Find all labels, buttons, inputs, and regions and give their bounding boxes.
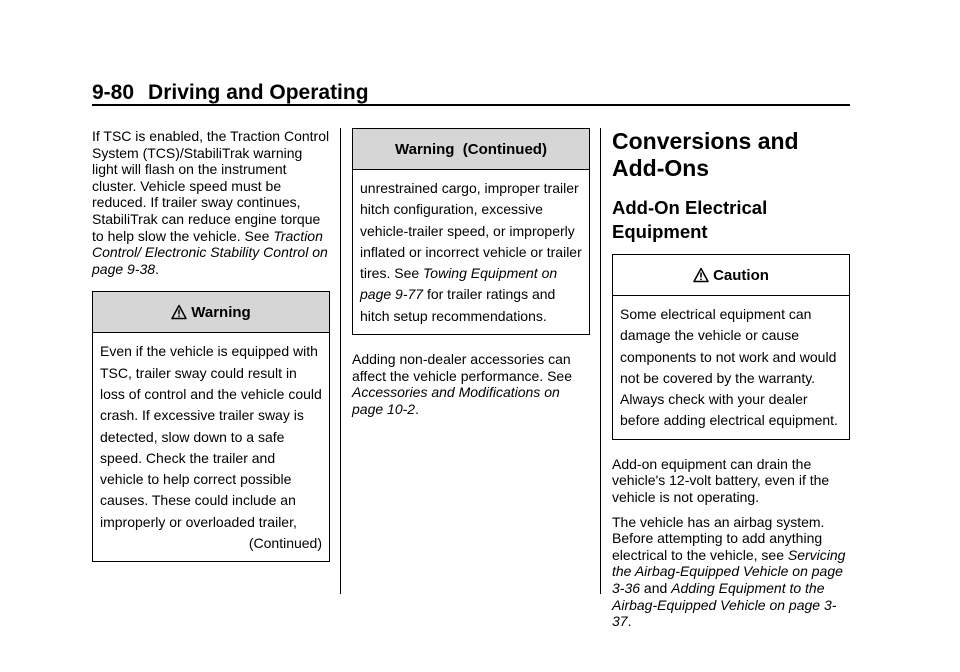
column-divider-2 bbox=[600, 128, 601, 594]
section-title: Driving and Operating bbox=[148, 81, 369, 104]
column-1 bbox=[92, 128, 330, 562]
airbag-text: The vehicle has an airbag system. Before attempting to add anything electrical to the vehicle, see bbox=[612, 513, 825, 563]
airbag-paragraph bbox=[612, 514, 850, 630]
warning-continued-text: unrestrained cargo, improper trailer hitch configuration, excessive vehicle-trailer speed, or improperly inflated or incorrect vehicle or trailer tires. See bbox=[360, 180, 582, 282]
accessories-end: . bbox=[415, 400, 419, 417]
caution-title: Caution bbox=[713, 266, 769, 284]
warning-box bbox=[92, 291, 330, 562]
caution-box bbox=[612, 254, 850, 440]
caution-body: Some electrical equipment can damage the vehicle or cause components to not work and would not be covered by the warranty. Always check with your dealer before adding electrical equipment. bbox=[620, 306, 838, 429]
accessories-paragraph bbox=[352, 351, 590, 417]
warning-continued-title: Warning (Continued) bbox=[395, 140, 547, 158]
link-traction-control[interactable]: Traction Control/ Electronic Stability Control on page 9-38 bbox=[92, 227, 328, 277]
page-number: 9-80 bbox=[92, 81, 135, 104]
warning-continued-body bbox=[353, 170, 589, 334]
link-adding-equipment-airbag[interactable]: Adding Equipment to the Airbag-Equipped Vehicle on page 3-37 bbox=[612, 579, 837, 630]
warning-header bbox=[93, 292, 329, 333]
warning-text: Even if the vehicle is equipped with TSC, trailer sway could result in loss of control and the vehicle could crash. If excessive trailer sway is detected, slow down to a safe speed. Check the trailer and vehicle to help correct possible causes. These could include an improperly or overloaded trailer, bbox=[100, 343, 322, 530]
link-servicing-airbag[interactable]: Servicing the Airbag-Equipped Vehicle on page 3-36 bbox=[612, 546, 846, 596]
warning-continued-box bbox=[352, 128, 590, 335]
column-2 bbox=[352, 128, 590, 425]
column-divider-1 bbox=[340, 128, 341, 594]
battery-paragraph: Add-on equipment can drain the vehicle's 12-volt battery, even if the vehicle is not operating. bbox=[612, 455, 830, 505]
airbag-end: . bbox=[627, 613, 632, 630]
warning-continued-end: for trailer ratings and hitch setup recommendations. bbox=[360, 286, 556, 324]
accessories-text: Adding non-dealer accessories can affect the vehicle performance. See bbox=[352, 351, 572, 384]
link-towing-equipment[interactable]: Towing Equipment on page 9-77 bbox=[360, 265, 558, 303]
header-rule bbox=[92, 104, 850, 106]
tsc-paragraph-end: . bbox=[155, 260, 159, 277]
heading-conversions: Conversions and Add-Ons bbox=[612, 128, 799, 181]
heading-add-on-electrical: Add-On Electrical Equipment bbox=[612, 197, 768, 242]
link-accessories-modifications[interactable]: Accessories and Modifications on page 10-2 bbox=[352, 384, 560, 417]
warning-continued-header bbox=[353, 129, 589, 170]
continued-label: (Continued) bbox=[248, 535, 322, 552]
warning-title: Warning bbox=[191, 303, 251, 321]
page-header bbox=[92, 80, 850, 106]
triangle-exclamation-icon bbox=[693, 267, 709, 283]
airbag-mid: and bbox=[640, 579, 672, 596]
triangle-exclamation-icon bbox=[171, 304, 187, 320]
caution-header bbox=[613, 255, 849, 296]
warning-body bbox=[93, 333, 329, 561]
tsc-paragraph-text: If TSC is enabled, the Traction Control System (TCS)/StabiliTrak warning light will flash on the instrument cluster. Vehicle speed must be reduced. If trailer sway continues, StabiliTrak can reduce engine torque to help slow the vehicle. See bbox=[92, 128, 330, 244]
tsc-paragraph bbox=[92, 128, 330, 277]
column-3 bbox=[612, 128, 850, 638]
